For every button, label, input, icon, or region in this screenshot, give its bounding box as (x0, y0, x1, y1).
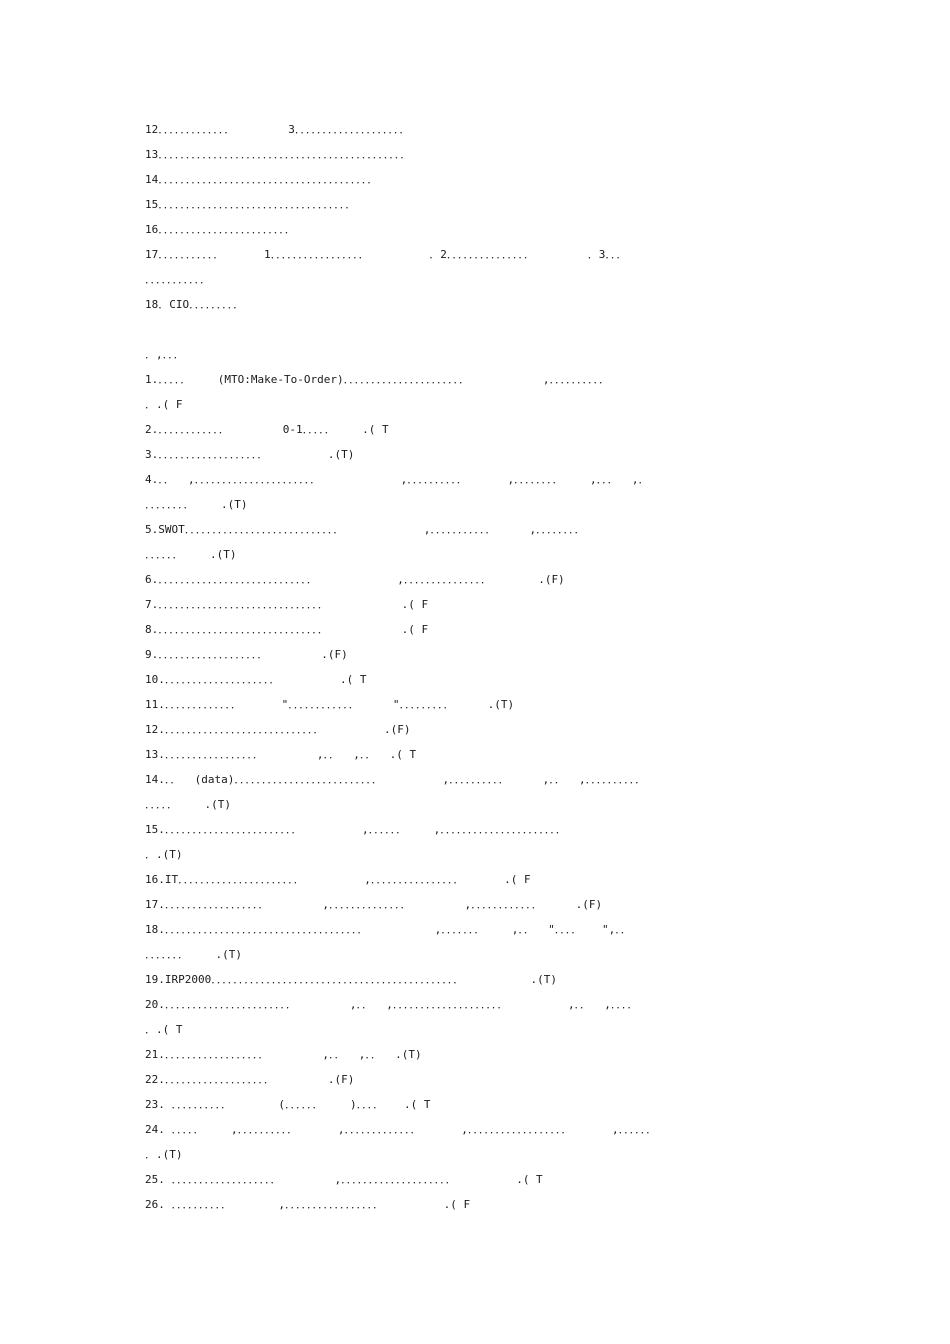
question-17: 17.．．．．．．．．．．．．．．．．．． ,．．．．．．．．．．．．．． ,．．．．．．．．．．．． .(F) (145, 898, 603, 911)
line-item-16: 16．．．．．．．．．．．．．．．．．．．．．．．． (145, 223, 296, 236)
question-18: 18.．．．．．．．．．．．．．．．．．．．．．．．．．．．．．．．．．．．． ,．．．．．．． ,．． "．．．． ",．． (145, 923, 632, 936)
question-4: 4.．． ,．．．．．．．．．．．．．．．．．．．．．． ,．．．．．．．．．． ,．．．．．．．． ,．．． ,． (145, 473, 650, 486)
question-16: 16.IT．．．．．．．．．．．．．．．．．．．．．． ,．．．．．．．．．．．．．．．． .( F (145, 873, 531, 886)
line-item-12: 12．．．．．．．．．．．．． 3．．．．．．．．．．．．．．．．．．．． (145, 123, 411, 136)
question-9: 9.．．．．．．．．．．．．．．．．．．． .(F) (145, 648, 348, 661)
question-11: 11.．．．．．．．．．．．．． "．．．．．．．．．．．． "．．．．．．．．． .(T) (145, 698, 515, 711)
question-22: 22.．．．．．．．．．．．．．．．．．．． .(F) (145, 1073, 355, 1086)
question-18-cont: ．．．．．．． .(T) (145, 948, 242, 961)
question-12: 12.．．．．．．．．．．．．．．．．．．．．．．．．．．．． .(F) (145, 723, 411, 736)
question-25: 25. ．．．．．．．．．．．．．．．．．．． ,．．．．．．．．．．．．．．．．．．．． .( T (145, 1173, 543, 1186)
question-5-cont: ．．．．．． .(T) (145, 548, 237, 561)
line-item-14: 14．．．．．．．．．．．．．．．．．．．．．．．．．．．．．．．．．．．．．．． (145, 173, 379, 186)
question-5: 5.SWOT．．．．．．．．．．．．．．．．．．．．．．．．．．．． ,．．．．．．．．．．． ,．．．．．．．． (145, 523, 586, 536)
question-10: 10.．．．．．．．．．．．．．．．．．．．． .( T (145, 673, 367, 686)
question-19: 19.IRP2000．．．．．．．．．．．．．．．．．．．．．．．．．．．．．．．．．．．．．．．．．．．．． .(T) (145, 973, 557, 986)
question-14: 14.．． (data)．．．．．．．．．．．．．．．．．．．．．．．．．． ,．．．．．．．．．． ,．． ,．．．．．．．．．． (145, 773, 647, 786)
question-6: 6.．．．．．．．．．．．．．．．．．．．．．．．．．．．． ,．．．．．．．．．．．．．．． .(F) (145, 573, 565, 586)
question-7: 7.．．．．．．．．．．．．．．．．．．．．．．．．．．．．．． .( F (145, 598, 429, 611)
question-14-cont: ．．．．． .(T) (145, 798, 231, 811)
question-4-cont: ．．．．．．．． .(T) (145, 498, 248, 511)
question-24: 24. ．．．．． ,．．．．．．．．．． ,．．．．．．．．．．．．． ,．．．．．．．．．．．．．．．．．． ,．．．．．． (145, 1123, 658, 1136)
line-item-13: 13．．．．．．．．．．．．．．．．．．．．．．．．．．．．．．．．．．．．．．．．．．．．． (145, 148, 412, 161)
question-13: 13.．．．．．．．．．．．．．．．．． ,．． ,．． .( T (145, 748, 417, 761)
question-20-cont: ．.( T (145, 1023, 183, 1036)
question-1-cont: ．.( F (145, 398, 183, 411)
line-item-15: 15．．．．．．．．．．．．．．．．．．．．．．．．．．．．．．．．．．． (145, 198, 357, 211)
question-23: 23. ．．．．．．．．．． (．．．．．． )．．．． .( T (145, 1098, 431, 1111)
question-20: 20.．．．．．．．．．．．．．．．．．．．．．．． ,．． ,．．．．．．．．．．．．．．．．．．．． ,．． ,．．．． (145, 998, 639, 1011)
question-15: 15.．．．．．．．．．．．．．．．．．．．．．．．． ,．．．．．． ,．．．．．．．．．．．．．．．．．．．．．． (145, 823, 567, 836)
line-item-17: 17．．．．．．．．．．． 1．．．．．．．．．．．．．．．．． ．2．．．．．．．．．．．．．．． ．3．．． (145, 248, 628, 261)
question-3: 3.．．．．．．．．．．．．．．．．．．． .(T) (145, 448, 355, 461)
section-heading: ．,．．． (145, 348, 185, 361)
question-24-cont: ．.(T) (145, 1148, 183, 1161)
question-21: 21.．．．．．．．．．．．．．．．．．． ,．． ,．． .(T) (145, 1048, 422, 1061)
question-26: 26. ．．．．．．．．．． ,．．．．．．．．．．．．．．．．． .( F (145, 1198, 471, 1211)
line-item-17-cont: ．．．．．．．．．．． (145, 273, 211, 286)
question-2: 2.．．．．．．．．．．．． 0-1．．．．． .( T (145, 423, 389, 436)
question-15-cont: ．.(T) (145, 848, 183, 861)
question-1: 1.．．．．． (MTO:Make-To-Order)．．．．．．．．．．．．．．．．．．．．．． ,．．．．．．．．．． (145, 373, 611, 386)
line-item-18: 18．CIO．．．．．．．．． (145, 298, 245, 311)
question-8: 8.．．．．．．．．．．．．．．．．．．．．．．．．．．．．．． .( F (145, 623, 429, 636)
